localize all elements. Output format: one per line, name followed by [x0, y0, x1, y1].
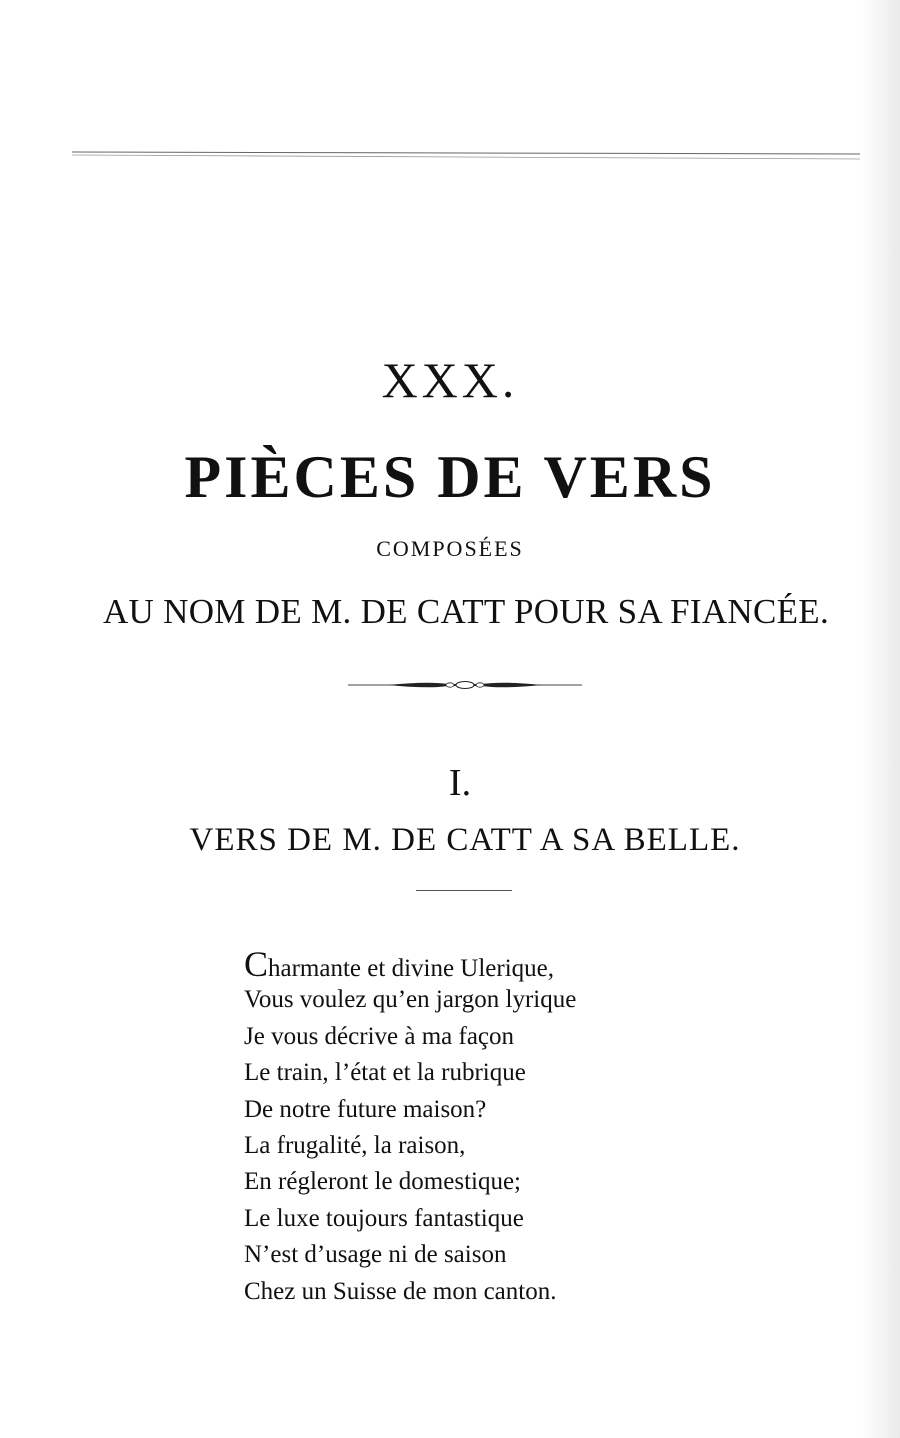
- poem-line: Le luxe toujours fantastique: [244, 1204, 524, 1232]
- chapter-subtitle-small: COMPOSÉES: [376, 536, 524, 561]
- poem-line: En régleront le domestique;: [244, 1168, 522, 1196]
- poem-line: N’est d’usage ni de saison: [244, 1241, 507, 1269]
- chapter-numeral: XXX.: [381, 352, 519, 408]
- chapter-subtitle: AU NOM DE M. DE CATT POUR SA FIANCÉE.: [102, 592, 830, 631]
- poem-line: La frugalité, la raison,: [244, 1131, 466, 1159]
- poem-line-text: harmante et divine Ulerique,: [268, 955, 555, 982]
- poem-line: Je vous décrive à ma façon: [244, 1022, 515, 1050]
- section-title: VERS DE M. DE CATT A SA BELLE.: [189, 822, 741, 858]
- top-double-rule: [72, 146, 860, 166]
- poem-line: Chez un Suisse de mon canton.: [244, 1277, 557, 1305]
- poem-line: Le train, l’état et la rubrique: [244, 1059, 526, 1087]
- poem-line: [244, 946, 804, 982]
- short-divider: [416, 890, 512, 891]
- poem-line: De notre future maison?: [244, 1095, 487, 1123]
- poem-stanza: [244, 946, 804, 1310]
- section-numeral: I.: [448, 762, 472, 804]
- ornament-divider: [348, 676, 582, 694]
- chapter-title: PIÈCES DE VERS: [184, 444, 716, 510]
- poem-line: Vous voulez qu’en jargon lyrique: [244, 986, 577, 1014]
- drop-cap: C: [244, 944, 269, 984]
